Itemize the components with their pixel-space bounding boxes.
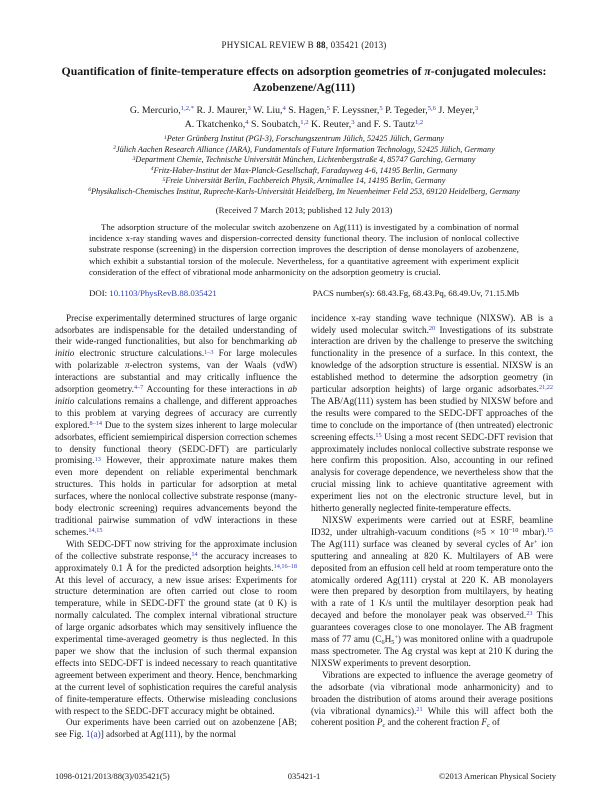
reference-link[interactable]: 21,22	[538, 384, 553, 392]
paper-title-line2: Azobenzene/Ag(111)	[252, 79, 356, 94]
paragraph: Precise experimentally determined structures of large organic adsorbates are indispensable for the detailed understanding of their wide-ranged functionalities, but also for benchmarking ab initio electronic structure calculations.$^{1-3}$ For large molecules with polarizable π-electron systems, van der Waals (vdW) interactions are substantial and may critically influence the adsorption geometry.$^{4-7}$ Accounting for these interactions in ab initio calculations remains a challenge, and different approaches to this problem at varying degrees of accuracy are currently explored.$^{8-14}$ Due to the system sizes inherent to large molecular adsorbates, efficient semiempirical dispersion correction schemes to density functional theory (SEDC-DFT) are particularly promising.$^{13}$ However, their approximate nature makes them even more dependent on reliable experimental benchmark structures. This holds in particular for adsorption at metal surfaces, where the nonlocal collective substrate response (many-body electronic screening) requires advancements beyond the traditional pairwise summation of vdW interactions in these schemes.$^{14,15}$	[55, 312, 297, 537]
copyright: ©2013 American Physical Society	[438, 771, 556, 781]
paragraph: NIXSW experiments were carried out at ESRF, beamline ID32, under ultrahigh-vacuum conditions ($\approx 5 \times 10^{-10}$ mbar).$^{15}$ The Ag(111) surface was cleaned by several cycles of Ar+ ion sputtering and annealing at 820 K. Multilayers of AB were deposited from an effusion cell held at room temperature onto the atomically ordered Ag(111) crystal at 220 K. AB monolayers were then prepared by desorption from multilayers, by heating with a rate of 1 K/s until the multilayer desorption peak had decayed and before the monolayer peak was observed.$^{23}$ This guarantees coverages close to one monolayer. The AB fragment mass of 77 amu $(C_6H_5^+)$ was monitored online with a quadrupole mass spectrometer. The Ag crystal was kept at 210 K during the NIXSW experiments to prevent desorption.	[311, 515, 553, 668]
reference-link[interactable]: 1,2,*	[180, 105, 195, 113]
reference-link[interactable]: 20	[428, 324, 436, 332]
pacs-numbers: PACS number(s): 68.43.Fg, 68.43.Pq, 68.49.Uv, 71.15.Mb	[312, 287, 519, 298]
paragraph: With SEDC-DFT now striving for the approximate inclusion of the collective substrate response,$^{14}$ the accuracy increases to approximately 0.1 Å for the predicted adsorption heights.$^{14,16-18}$ At this level of accuracy, a new issue arises: Experiments for structure determination are often carried out close to room temperature, while in SEDC-DFT the ground state (at 0 K) is normally calculated. The complex internal vibrational structure of large organic adsorbates which may sensitively influence the experimental time-averaged geometry is thus neglected. In this paper we show that the inclusion of such thermal expansion effects into SEDC-DFT is indeed necessary to reach quantitative agreement between experiment and theory. Hence, benchmarking at the current level of sophistication requires the careful analysis of finite-temperature effects. Otherwise misleading conclusions with respect to the SEDC-DFT accuracy might be obtained.	[55, 538, 297, 716]
reference-link[interactable]: 5,6	[427, 105, 437, 113]
journal-header: PHYSICAL REVIEW B 88, 035421 (2013)	[221, 40, 387, 50]
reference-link[interactable]: 14,15	[88, 527, 103, 535]
paragraph: incidence x-ray standing wave technique (NIXSW). AB is a widely used molecular switch.$^{20}$ Investigations of its substrate interaction are driven by the challenge to preserve the switching functionality in the presence of a surface. In this context, the knowledge of the adsorption structure is essential. NIXSW is an established method to determine the adsorption geometry (in particular adsorption heights) of large organic adsorbates.$^{21,22}$ The AB/Ag(111) system has been studied by NIXSW before and the results were compared to the SEDC-DFT approaches of the time to conclude on the importance of (then untreated) electronic screening effects.$^{15}$ Using a most recent SEDC-DFT revision that approximately includes nonlocal collective substrate response we here confirm this proposition. Also, accounting in our refined analysis for coverage dependence, we nevertheless show that the crucial missing link to achieve quantitative agreement with experiment lies not on the electronic structure level, but in hitherto generally neglected finite-temperature effects.	[311, 312, 553, 514]
paragraph: Vibrations are expected to influence the average geometry of the adsorbate (via vibrational mode anharmonicity) and to broaden the distribution of atoms around their average positions (via vibrational dynamics).$^{21}$ While this will affect both the coherent position $P_c$ and the coherent fraction $F_c$ of	[311, 669, 553, 729]
doi-label: DOI:	[89, 287, 108, 298]
reference-link[interactable]: 1,2	[300, 118, 309, 126]
author-line-2: A. Tkatchenko,$^4$ S. Soubatch,$^{1,2}$ K. Reuter,$^3$ and F. S. Tautz$^{1,2}$	[184, 118, 424, 130]
reference-link[interactable]: 5	[379, 105, 383, 113]
reference-link[interactable]: 15	[546, 527, 553, 535]
page-number: 035421-1	[287, 771, 321, 781]
paper-title-line1: Quantification of finite-temperature effects on adsorption geometries of π-conjugated molecules:	[61, 64, 547, 78]
affiliation-3: $^3$Department Chemie, Technische Universität München, Lichtenbergstraße 4, 85747 Garching, Germany	[132, 155, 476, 165]
reference-link[interactable]: 3	[474, 105, 479, 113]
reference-link[interactable]: 3	[351, 118, 355, 126]
affiliation-1: $^1$Peter Grünberg Institut (PGI-3), Forschungszentrum Jülich, 52425 Jülich, Germany	[163, 134, 445, 143]
reference-link[interactable]: 8–14	[89, 419, 102, 427]
reference-link[interactable]: 13	[94, 455, 101, 463]
page-footer	[0, 771, 608, 783]
reference-link[interactable]: 4–7	[133, 384, 144, 392]
reference-link[interactable]: 21	[416, 705, 423, 713]
author-line-1: G. Mercurio,$^{1,2,*}$ R. J. Maurer,$^3$ W. Liu,$^4$ S. Hagen,$^5$ F. Leyssner,$^5$ P. Tegeder,$^{5,6}$ J. Meyer,$^3$	[129, 105, 479, 116]
reference-link[interactable]: 15	[375, 431, 382, 439]
reference-link[interactable]: 23	[526, 610, 533, 618]
reference-link[interactable]: 4	[282, 105, 286, 113]
reference-link[interactable]: 1,2	[414, 118, 424, 126]
reference-link[interactable]: 14,16–18	[273, 562, 297, 570]
reference-link[interactable]: 5	[326, 105, 330, 113]
inline-link[interactable]: 1(a)	[85, 729, 101, 740]
reference-link[interactable]: 3	[247, 105, 251, 113]
affiliations	[0, 134, 608, 198]
right-column	[311, 313, 553, 742]
left-column	[55, 313, 297, 742]
body-columns	[55, 313, 553, 742]
affiliation-2: $^2$Jülich Aachen Research Alliance (JARA), Fundamentals of Future Information Technology, 52425 Jülich, Germany	[113, 144, 495, 154]
paragraph: Our experiments have been carried out on azobenzene [AB; see Fig. 1(a)] adsorbed at Ag(111), by the normal	[55, 717, 297, 740]
doi-pacs-row	[89, 288, 519, 298]
reference-link[interactable]: 1–3	[204, 348, 214, 356]
affiliation-6: $^6$Physikalisch-Chemisches Institut, Ruprecht-Karls-Universität Heidelberg, Im Neuenheimer Feld 253, 69120 Heidelberg, Germany	[88, 186, 520, 196]
author-list	[0, 104, 608, 131]
doi	[89, 288, 217, 298]
affiliation-5: $^5$Freie Universität Berlin, Fachbereich Physik, Arnimallee 14, 14195 Berlin, Germany	[162, 176, 446, 186]
reference-link[interactable]: 14	[191, 550, 198, 558]
received-dates: (Received 7 March 2013; published 12 July 2013)	[215, 204, 393, 215]
doi-link[interactable]: 10.1103/PhysRevB.88.035421	[109, 287, 217, 298]
affiliation-4: $^4$Fritz-Haber-Institut der Max-Planck-Gesellschaft, Faradayweg 4-6, 14195 Berlin, Germany	[150, 165, 458, 175]
issn-code: 1098-0121/2013/88(3)/035421(5)	[55, 771, 170, 781]
reference-link[interactable]: 4	[245, 118, 249, 126]
abstract: The adsorption structure of the molecular switch azobenzene on Ag(111) is investigated by a combination of normal incidence x-ray standing waves and dispersion-corrected density functional theory. The inclusion of nonlocal collective substrate response (screening) in the dispersion correction improves the description of dense monolayers of azobenzene, which exhibit a substantial torsion of the molecule. Nevertheless, for a quantitative agreement with experiment explicit consideration of the effect of vibrational mode anharmonicity on the adsorption geometry is crucial.	[89, 221, 519, 278]
paper-title	[30, 64, 578, 95]
